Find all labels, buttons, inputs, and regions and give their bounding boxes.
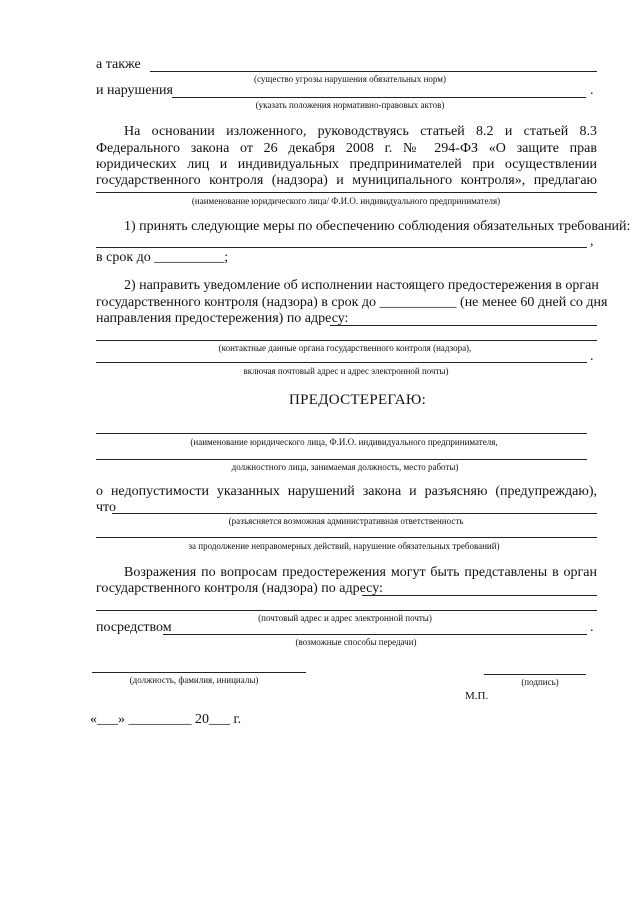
- warn-line-1: о недопустимости указанных нарушений закона и разъясняю (предупреждаю),: [96, 484, 597, 499]
- position-line[interactable]: [92, 672, 306, 673]
- also-label: а также: [96, 57, 141, 72]
- basis-line-2: Федерального закона от 26 декабря 2008 г. № 294-ФЗ «О защите прав: [96, 141, 597, 156]
- violations-blank-line[interactable]: [172, 97, 586, 98]
- warn-line-2: что: [96, 500, 116, 515]
- liability-line[interactable]: [112, 513, 597, 514]
- via-line[interactable]: [163, 634, 587, 635]
- recipient-caption-2: должностного лица, занимаемая должность, место работы): [231, 462, 459, 472]
- violations-label: и нарушения: [96, 83, 173, 98]
- entity-name-line[interactable]: [96, 192, 597, 193]
- item1-deadline: в срок до __________;: [96, 250, 229, 265]
- objection-line-1: Возражения по вопросам предостережения могут быть представлены в орган: [124, 565, 597, 580]
- recipient-caption: (наименование юридического лица, Ф.И.О. индивидуального предпринимателя,: [190, 437, 498, 447]
- violations-end-punct: .: [590, 83, 594, 98]
- item2-line-2: государственного контроля (надзора) в срок до ___________ (не менее 60 дней со дня: [96, 295, 608, 310]
- objection-line-2: государственного контроля (надзора) по адресу:: [96, 581, 383, 596]
- seal-label: М.П.: [465, 690, 489, 702]
- objection-caption: (почтовый адрес и адрес электронной почты): [258, 613, 432, 623]
- address-line-a[interactable]: [330, 325, 597, 326]
- warn-heading: ПРЕДОСТЕРЕГАЮ:: [289, 392, 427, 408]
- basis-line-1: На основании изложенного, руководствуясь статьей 8.2 и статьей 8.3: [124, 124, 597, 139]
- basis-line-3: юридических лиц и индивидуальных предпринимателей при осуществлении: [96, 157, 597, 172]
- objection-address-line-2[interactable]: [96, 610, 597, 611]
- signature-caption: (подпись): [521, 677, 559, 687]
- contacts-line[interactable]: [96, 362, 587, 363]
- objection-address-line[interactable]: [362, 595, 597, 596]
- address-line-b[interactable]: [96, 340, 597, 341]
- item2-line-1: 2) направить уведомление об исполнении настоящего предостережения в орган: [124, 278, 599, 293]
- entity-name-caption: (наименование юридического лица/ Ф.И.О. индивидуального предпринимателя): [191, 196, 501, 206]
- signature-line[interactable]: [484, 674, 586, 675]
- via-end-punct: .: [590, 620, 594, 635]
- via-caption: (возможные способы передачи): [295, 637, 417, 647]
- measures-comma: ,: [590, 234, 594, 249]
- contacts-caption-2: включая почтовый адрес и адрес электронной почты): [243, 366, 449, 376]
- liability-caption: (разъясняется возможная административная ответственность: [228, 516, 464, 526]
- contacts-end-punct: .: [590, 349, 594, 364]
- liability-line-2[interactable]: [96, 537, 597, 538]
- via-label: посредством: [96, 620, 172, 635]
- contacts-caption: (контактные данные органа государственного контроля (надзора),: [218, 343, 472, 353]
- item2-line-3: направления предостережения) по адресу:: [96, 311, 349, 326]
- date-line[interactable]: «___» _________ 20___ г.: [90, 712, 242, 727]
- threat-blank-line[interactable]: [150, 71, 597, 72]
- liability-caption-2: за продолжение неправомерных действий, нарушение обязательных требований): [188, 541, 500, 551]
- violations-caption: (указать положения нормативно-правовых актов): [255, 100, 445, 110]
- threat-caption: (существо угрозы нарушения обязательных норм): [254, 74, 446, 84]
- recipient-line[interactable]: [96, 433, 587, 434]
- position-caption: (должность, фамилия, инициалы): [129, 675, 259, 685]
- measures-line[interactable]: [96, 247, 587, 248]
- recipient-line-2[interactable]: [96, 459, 587, 460]
- basis-line-4: государственного контроля (надзора) и муниципального контроля», предлагаю: [96, 173, 597, 188]
- item1-text: 1) принять следующие меры по обеспечению соблюдения обязательных требований:: [124, 219, 631, 234]
